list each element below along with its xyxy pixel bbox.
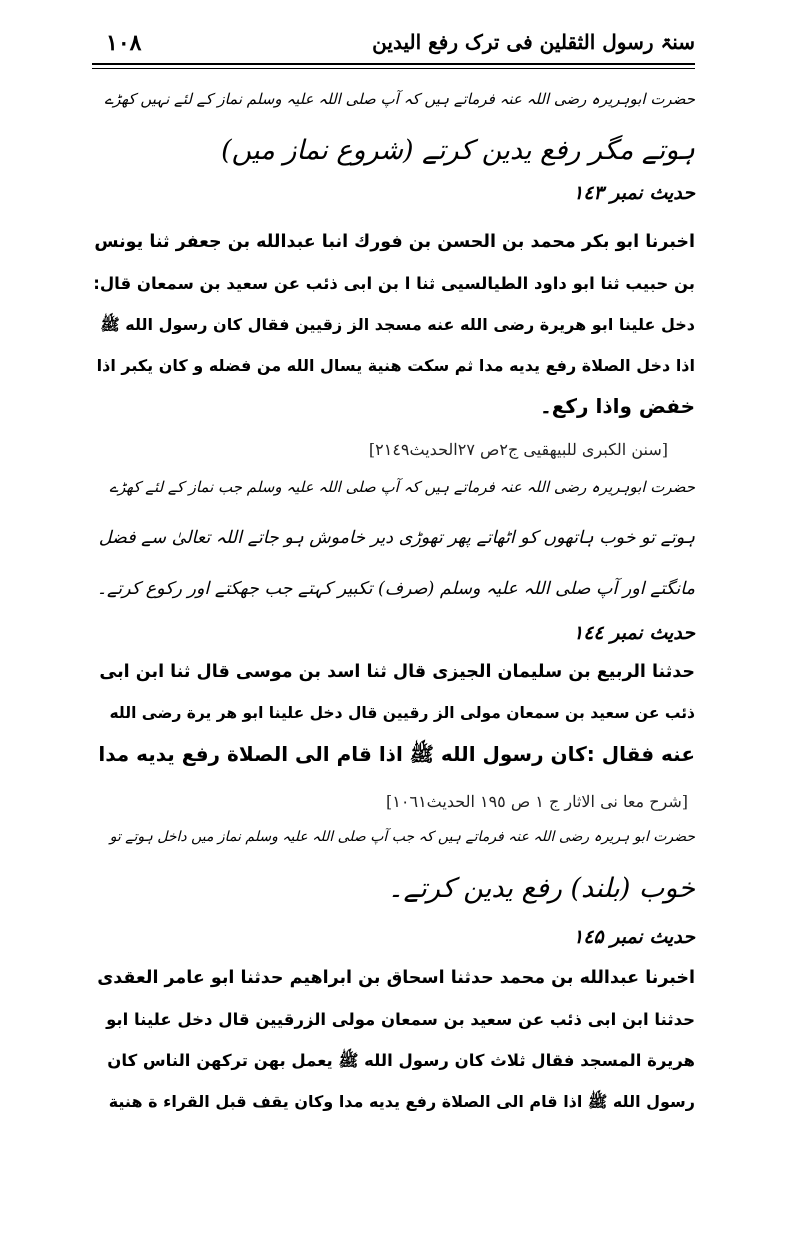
urdu-translation-1 [92,74,695,176]
text-line: بن حبيب ثنا ابو داود الطيالسيى ثنا ا بن ابى ذئب عن سعيد بن سمعان قال: [93,274,695,293]
arabic-hadith-145 [92,958,695,1122]
page-header [90,28,695,60]
text-line: اخبرنا ابو بكر محمد بن الحسن بن فورك انبا عبدالله بن جعفر ثنا يونس [94,232,695,252]
header-rule-thick [92,63,695,65]
book-title: سنۃ رسول الثقلین فی ترک رفع الیدین [372,30,695,54]
hadith-heading-144: حدیث نمبر ۱٤٤ [572,622,695,644]
text-line: ہوتے تو خوب ہاتھوں کو اٹھاتے پھر تھوڑی دیر خاموش ہو جاتے اللہ تعالیٰ سے فضل [98,528,695,548]
hadith-heading-145: حدیث نمبر ۱٤۵ [572,926,695,948]
text-line: خفض واذا ركع۔ [540,394,695,418]
text-line: حدثنا الربيع بن سليمان الجيزى قال ثنا اسد بن موسى قال ثنا ابن ابى [99,662,695,682]
reference-citation-1: [سنن الكبرى للبيهقيى ج٢ص ٢٧الحديث٢١٤٩] [368,440,668,459]
arabic-hadith-143 [92,222,695,427]
text-line: ہوتے مگر رفع یدین کرتے (شروع نماز میں) [221,135,695,166]
text-line: حضرت ابوہریرہ رضی اللہ عنہ فرماتے ہیں کہ آپ صلی اللہ علیہ وسلم جب نماز کے لئے کھڑے [109,478,695,496]
text-line: اخبرنا عبدالله بن محمد حدثنا اسحاق بن ابراهيم حدثنا ابو عامر العقدى [97,968,695,988]
text-line: حضرت ابو ہریرہ رضی اللہ عنہ فرماتے ہیں کہ جب آپ صلی اللہ علیہ وسلم نماز میں داخل ہوتے تو [109,829,695,845]
text-line: مانگتے اور آپ صلی اللہ علیہ وسلم (صرف) تکبیر کہتے جب جھکتے اور رکوع کرتے۔ [96,579,695,599]
text-line: اذا دخل الصلاة رفع يديه مدا ثم سكت هنية يسال الله من فضله و كان يكبر اذا [96,356,695,375]
text-line: دخل علينا ابو هريرة رضى الله عنه مسجد الز زقيين فقال كان رسول الله ﷺ [100,315,695,334]
header-rule-thin [92,68,695,69]
text-line: خوب (بلند) رفع یدین کرتے۔ [387,873,695,904]
hadith-heading-143: حدیث نمبر ۱٤۳ [572,182,695,204]
text-line: حدثنا ابن ابى ذئب عن سعيد بن سمعان مولى الزرقيين قال دخل علينا ابو [106,1010,695,1029]
page-number: ۱۰۸ [106,30,142,56]
text-line: رسول الله ﷺ اذا قام الى الصلاة رفع يديه مدا وكان يقف قبل القراء ة هنية [108,1092,695,1111]
urdu-translation-2 [92,462,695,615]
text-line: هريرة المسجد فقال ثلاث كان رسول الله ﷺ يعمل بهن تركهن الناس كان [107,1051,695,1070]
text-line: عنه فقال :كان رسول الله ﷺ اذا قام الى الصلاة رفع يديه مدا [98,742,695,766]
text-line: حضرت ابوہریرہ رضی اللہ عنہ فرماتے ہیں کہ آپ صلی اللہ علیہ وسلم نماز کے لئے نہیں کھڑے [104,90,695,108]
arabic-hadith-144 [92,652,695,775]
urdu-translation-3 [92,812,695,914]
text-line: ذئب عن سعيد بن سمعان مولى الز رقيين قال دخل علينا ابو هر يرة رضى الله [109,704,695,722]
reference-citation-2: [شرح معا نى الاثار ج ١ ص ١٩٥ الحديث١٠٦١] [386,792,688,811]
